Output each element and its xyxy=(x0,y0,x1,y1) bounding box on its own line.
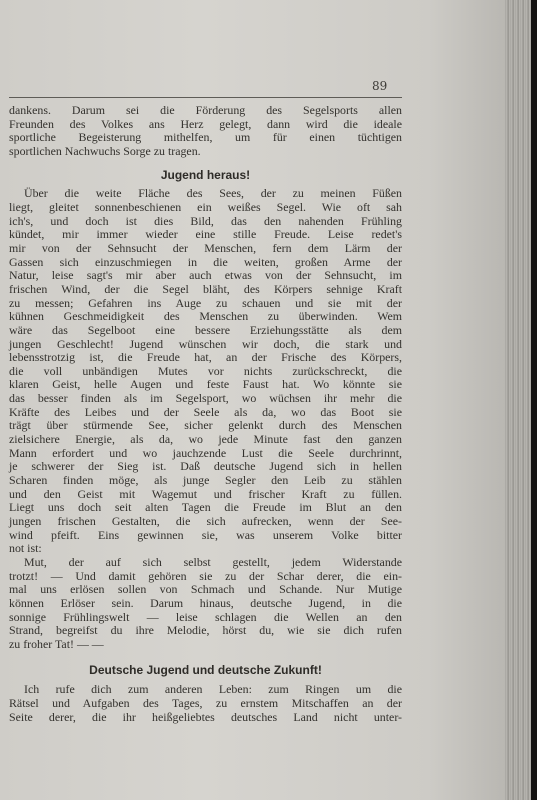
text-line: zu froher Tat! — — xyxy=(9,636,104,651)
text-line: Natur, leise sagt's mir aber auch etwas von der Sehnsucht, im xyxy=(9,268,402,283)
text-line: sportliche Begeisterung mithelfen, um für einen tüchtigen xyxy=(9,130,402,145)
text-line: ich's, und doch ist dies Bild, das den nahenden Frühling xyxy=(9,213,402,228)
text-line: wäre das Segelboot eine bessere Erziehungsstätte als dem xyxy=(9,322,402,337)
text-line: frischen Wind, der die Segel bläht, des Körpers sehnige Kraft xyxy=(9,281,402,296)
text-line: jungen frischen Gestalten, die sich aufrecken, wenn der See- xyxy=(9,514,402,529)
section1-paragraph-2 xyxy=(9,556,402,652)
text-line: kündet, mir immer wieder eine stille Freude. Leise redet's xyxy=(9,227,402,242)
text-line: Mut, der auf sich selbst gestellt, jedem Widerstande xyxy=(24,555,402,569)
text-line: wind pfeift. Eins gewinnen sie, was unserem Volke bitter xyxy=(9,527,402,542)
text-line: kühnen Geschmeidigkeit des Menschen zu überwinden. Wem xyxy=(9,309,402,324)
text-line: Rätsel und Aufgaben des Tages, zu ernstem Mitschaffen an der xyxy=(9,695,402,710)
text-line: trägt über stürmende See, sicher gelenkt durch des Menschen xyxy=(9,418,402,433)
text-line: Mann erfordert und wo jauchzende Lust die Seele durchrinnt, xyxy=(9,445,402,460)
text-line: Über die weite Fläche des Sees, der zu meinen Füßen xyxy=(24,186,402,201)
text-line: Kräfte des Leibes und der Seele als da, wo das Boot sie xyxy=(9,404,402,419)
text-line: die voll unbändigen Mutes vor nichts zurückschreckt, die xyxy=(9,363,402,378)
text-line: mal uns erlösen sollen von Schmach und Schande. Nur Mutige xyxy=(9,582,402,597)
page-edge-stack xyxy=(505,0,537,800)
text-line: Scharen finden möge, als junge Segler den Leib zu stählen xyxy=(9,473,402,488)
text-line: Ich rufe dich zum anderen Leben: zum Ringen um die xyxy=(24,682,402,697)
page-body xyxy=(9,104,402,724)
text-line: Seite derer, die ihr heißgeliebtes deutsches Land nicht unter- xyxy=(9,709,402,724)
text-line: das besser finden als im Segelsport, wo wüchsen ihr mehr die xyxy=(9,391,402,406)
text-line: Freunden des Volkes ans Herz gelegt, dann wird die ideale xyxy=(9,116,402,131)
text-line: Gassen sich einzuschmiegen in die weiten, großen Arme der xyxy=(9,254,402,269)
text-line: Liegt uns doch seit alten Tagen die Freude im Blut an den xyxy=(9,500,402,515)
section1-paragraph-1 xyxy=(9,187,402,556)
header-rule xyxy=(9,97,402,98)
text-line: jungen Geschlecht! Jugend wünschen wir doch, die stark und xyxy=(9,336,402,351)
text-line: lebensstrotzig ist, die Freude hat, an der Frische des Körpers, xyxy=(9,350,402,365)
text-line: dankens. Darum sei die Förderung des Segelsports allen xyxy=(9,103,402,117)
text-line: not ist: xyxy=(9,541,42,556)
text-line: liegt, gleitet sonnenbeschienen ein weißes Segel. Wie oft sah xyxy=(9,199,402,214)
text-line: zu messen; Gefahren ins Auge zu schauen und sie mit der xyxy=(9,295,402,310)
text-line: zielsichere Energie, als da, wo jede Minute fast den ganzen xyxy=(9,432,402,447)
text-line: Strand, begreifst du ihre Melodie, hörst du, wie sie dich rufen xyxy=(9,623,402,638)
text-line: können Erlöser sein. Darum hinaus, deutsche Jugend, in die xyxy=(9,595,402,610)
text-line: und den Geist mit Wagemut und frischer Kraft zu füllen. xyxy=(9,486,402,501)
section2-paragraph-1 xyxy=(9,683,402,724)
text-line: sportlichen Nachwuchs Sorge zu tragen. xyxy=(9,143,201,158)
text-line: je schwerer der Sieg ist. Daß deutsche Jugend sich in hellen xyxy=(9,459,402,474)
section-heading-jugend-heraus: Jugend heraus! xyxy=(160,167,251,182)
section-heading-deutsche-jugend: Deutsche Jugend und deutsche Zukunft! xyxy=(89,662,322,677)
text-line: klaren Geist, helle Augen und feste Faust hat. Wo könnte sie xyxy=(9,377,402,392)
text-line: sonnige Frühlingswelt — leise schlagen die Wellen an den xyxy=(9,609,402,624)
intro-paragraph xyxy=(9,104,402,159)
text-line: trotzt! — Und damit gehören sie zu der Schar derer, die ein- xyxy=(9,568,402,583)
page-number: 89 xyxy=(372,79,388,93)
text-line: mir von der Sehnsucht der Menschen, fern dem Lärm der xyxy=(9,240,402,255)
